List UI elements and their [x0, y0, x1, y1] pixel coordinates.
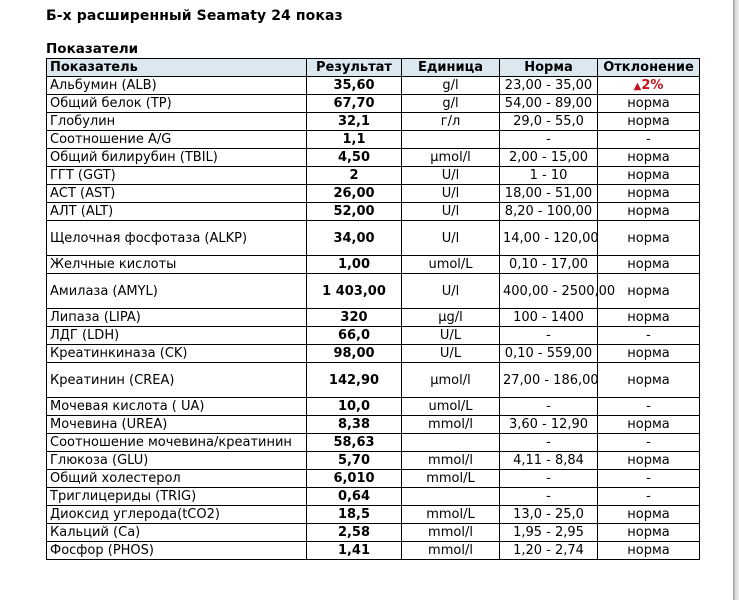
- table-row: [47, 416, 700, 434]
- row-result: 320: [307, 309, 402, 327]
- row-name: АЛТ (ALT): [47, 203, 307, 221]
- row-norm: 1,95 - 2,95: [500, 524, 598, 542]
- row-result: 26,00: [307, 185, 402, 203]
- row-norm: -: [500, 434, 598, 452]
- row-deviation: норма: [598, 524, 700, 542]
- row-norm: 29,0 - 55,0: [500, 113, 598, 131]
- page-edge-shadow: [733, 0, 739, 600]
- table-row: [47, 488, 700, 506]
- row-result: 6,010: [307, 470, 402, 488]
- row-name: АСТ (AST): [47, 185, 307, 203]
- row-name: Креатинкиназа (CK): [47, 345, 307, 363]
- row-name: Общий билирубин (TBIL): [47, 149, 307, 167]
- deviation-value: 2%: [641, 77, 664, 93]
- up-arrow-icon: ▲: [633, 80, 642, 92]
- row-name: Соотношение мочевина/креатинин: [47, 434, 307, 452]
- row-result: 58,63: [307, 434, 402, 452]
- row-norm: 0,10 - 559,00: [500, 345, 598, 363]
- table-row: [47, 167, 700, 185]
- row-result: 1,1: [307, 131, 402, 149]
- row-norm: 1,20 - 2,74: [500, 542, 598, 560]
- row-unit: U/l: [402, 274, 500, 309]
- row-deviation: -: [598, 488, 700, 506]
- row-norm: 2,00 - 15,00: [500, 149, 598, 167]
- row-deviation: -: [598, 327, 700, 345]
- row-result: 10,0: [307, 398, 402, 416]
- row-result: 1 403,00: [307, 274, 402, 309]
- row-norm: -: [500, 470, 598, 488]
- header-unit: Единица: [402, 59, 500, 77]
- row-unit: mmol/l: [402, 416, 500, 434]
- row-name: Щелочная фосфотаза (ALKP): [47, 221, 307, 256]
- row-name: Мочевая кислота ( UA): [47, 398, 307, 416]
- row-deviation: норма: [598, 274, 700, 309]
- row-norm: -: [500, 398, 598, 416]
- table-row: [47, 327, 700, 345]
- row-unit: µmol/l: [402, 363, 500, 398]
- document-title: Б-х расширенный Seamaty 24 показ: [46, 8, 343, 24]
- row-deviation: норма: [598, 506, 700, 524]
- table-row: [47, 77, 700, 95]
- row-name: Общий белок (TP): [47, 95, 307, 113]
- table-row: [47, 434, 700, 452]
- row-deviation: норма: [598, 542, 700, 560]
- row-result: 52,00: [307, 203, 402, 221]
- row-result: 32,1: [307, 113, 402, 131]
- row-result: 66,0: [307, 327, 402, 345]
- header-name: Показатель: [47, 59, 307, 77]
- row-deviation: норма: [598, 221, 700, 256]
- row-result: 1,41: [307, 542, 402, 560]
- table-row: [47, 398, 700, 416]
- table-row: [47, 274, 700, 309]
- table-row: [47, 203, 700, 221]
- row-result: 18,5: [307, 506, 402, 524]
- row-name: Липаза (LIPA): [47, 309, 307, 327]
- table-row: [47, 149, 700, 167]
- row-unit: mmol/l: [402, 542, 500, 560]
- row-name: Желчные кислоты: [47, 256, 307, 274]
- row-name: Креатинин (CREA): [47, 363, 307, 398]
- row-unit: mmol/l: [402, 452, 500, 470]
- row-norm: 54,00 - 89,00: [500, 95, 598, 113]
- header-norm: Норма: [500, 59, 598, 77]
- table-row: [47, 452, 700, 470]
- row-unit: µg/l: [402, 309, 500, 327]
- row-name: ГГТ (GGT): [47, 167, 307, 185]
- row-result: 1,00: [307, 256, 402, 274]
- table-row: [47, 95, 700, 113]
- row-name: ЛДГ (LDH): [47, 327, 307, 345]
- row-deviation: норма: [598, 345, 700, 363]
- row-deviation: -: [598, 398, 700, 416]
- row-deviation: норма: [598, 416, 700, 434]
- row-name: Альбумин (ALB): [47, 77, 307, 95]
- row-deviation: норма: [598, 203, 700, 221]
- row-norm: 1 - 10: [500, 167, 598, 185]
- row-name: Кальций (Ca): [47, 524, 307, 542]
- table-row: [47, 256, 700, 274]
- row-norm: 18,00 - 51,00: [500, 185, 598, 203]
- row-norm: 13,0 - 25,0: [500, 506, 598, 524]
- row-unit: U/l: [402, 185, 500, 203]
- row-unit: U/l: [402, 167, 500, 185]
- row-unit: mmol/L: [402, 506, 500, 524]
- header-result: Результат: [307, 59, 402, 77]
- row-deviation: -: [598, 131, 700, 149]
- table-row: [47, 542, 700, 560]
- row-norm: 14,00 - 120,00: [500, 221, 598, 256]
- row-result: 142,90: [307, 363, 402, 398]
- row-norm: 3,60 - 12,90: [500, 416, 598, 434]
- row-deviation: -: [598, 434, 700, 452]
- row-unit: µmol/l: [402, 149, 500, 167]
- row-deviation: норма: [598, 256, 700, 274]
- row-unit: g/l: [402, 77, 500, 95]
- row-unit: [402, 131, 500, 149]
- row-deviation: норма: [598, 149, 700, 167]
- row-deviation: -: [598, 470, 700, 488]
- row-name: Триглицериды (TRIG): [47, 488, 307, 506]
- row-norm: 100 - 1400: [500, 309, 598, 327]
- table-row: [47, 309, 700, 327]
- row-result: 8,38: [307, 416, 402, 434]
- row-norm: -: [500, 327, 598, 345]
- row-name: Фосфор (PHOS): [47, 542, 307, 560]
- row-norm: 0,10 - 17,00: [500, 256, 598, 274]
- row-name: Мочевина (UREA): [47, 416, 307, 434]
- table-row: [47, 185, 700, 203]
- table-row: [47, 131, 700, 149]
- row-unit: umol/L: [402, 398, 500, 416]
- row-unit: U/L: [402, 327, 500, 345]
- table-body: [47, 77, 700, 560]
- table-row: [47, 113, 700, 131]
- row-deviation: [598, 77, 700, 95]
- row-result: 0,64: [307, 488, 402, 506]
- row-deviation: норма: [598, 185, 700, 203]
- table-header-row: [47, 59, 700, 77]
- row-norm: 8,20 - 100,00: [500, 203, 598, 221]
- row-unit: U/l: [402, 221, 500, 256]
- section-title: Показатели: [46, 41, 139, 57]
- row-result: 2,58: [307, 524, 402, 542]
- row-name: Общий холестерол: [47, 470, 307, 488]
- row-unit: г/л: [402, 113, 500, 131]
- row-unit: umol/L: [402, 256, 500, 274]
- row-name: Глюкоза (GLU): [47, 452, 307, 470]
- row-deviation: норма: [598, 363, 700, 398]
- row-result: 5,70: [307, 452, 402, 470]
- row-result: 2: [307, 167, 402, 185]
- row-result: 98,00: [307, 345, 402, 363]
- row-unit: g/l: [402, 95, 500, 113]
- row-unit: [402, 434, 500, 452]
- row-result: 35,60: [307, 77, 402, 95]
- row-norm: 23,00 - 35,00: [500, 77, 598, 95]
- row-unit: U/L: [402, 345, 500, 363]
- table-row: [47, 506, 700, 524]
- header-deviation: Отклонение: [598, 59, 700, 77]
- row-result: 67,70: [307, 95, 402, 113]
- row-unit: mmol/L: [402, 470, 500, 488]
- table-row: [47, 470, 700, 488]
- row-name: Диоксид углерода(tCO2): [47, 506, 307, 524]
- row-norm: 400,00 - 2500,00: [500, 274, 598, 309]
- row-norm: -: [500, 488, 598, 506]
- row-name: Соотношение A/G: [47, 131, 307, 149]
- row-result: 34,00: [307, 221, 402, 256]
- table-row: [47, 221, 700, 256]
- row-deviation: норма: [598, 167, 700, 185]
- row-unit: [402, 488, 500, 506]
- row-deviation: норма: [598, 452, 700, 470]
- results-table: [46, 58, 700, 560]
- row-deviation: норма: [598, 95, 700, 113]
- row-unit: U/l: [402, 203, 500, 221]
- row-norm: 4,11 - 8,84: [500, 452, 598, 470]
- row-deviation: норма: [598, 113, 700, 131]
- row-name: Глобулин: [47, 113, 307, 131]
- row-deviation: норма: [598, 309, 700, 327]
- row-unit: mmol/l: [402, 524, 500, 542]
- row-norm: -: [500, 131, 598, 149]
- table-row: [47, 524, 700, 542]
- table-row: [47, 345, 700, 363]
- table-row: [47, 363, 700, 398]
- row-result: 4,50: [307, 149, 402, 167]
- row-norm: 27,00 - 186,00: [500, 363, 598, 398]
- row-name: Амилаза (AMYL): [47, 274, 307, 309]
